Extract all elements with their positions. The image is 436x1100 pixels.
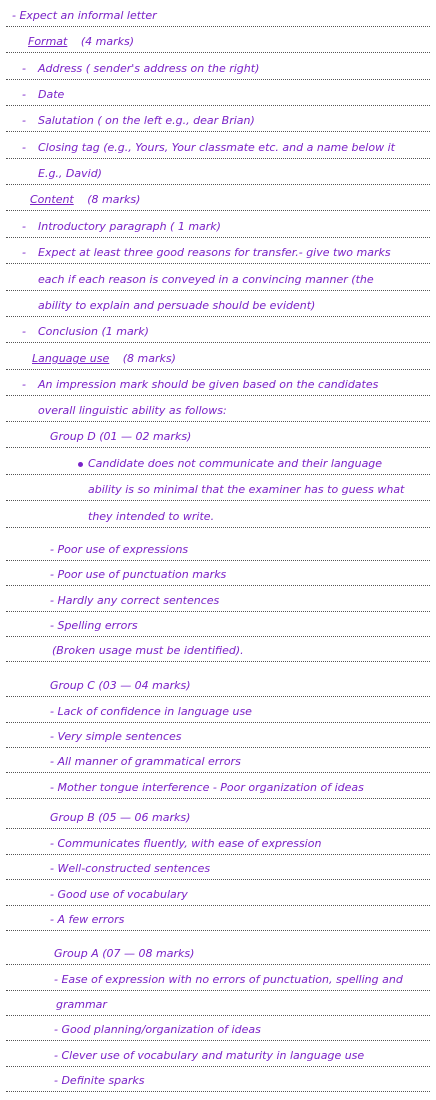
dash-icon: - [22, 325, 26, 338]
section-title: Content [30, 193, 74, 206]
list-item-impression-cont [6, 401, 430, 422]
dash-icon: - [22, 141, 26, 154]
text: - Good planning/organization of ideas [54, 1023, 261, 1036]
group-d-bullet-cont-2 [6, 507, 430, 528]
section-marks: (8 marks) [122, 352, 176, 365]
text: ability to explain and persuade should be evident) [38, 299, 316, 312]
group-a-item-4 [6, 1071, 430, 1092]
text: - Clever use of vocabulary and maturity in language use [54, 1049, 365, 1062]
dash-icon: - [22, 88, 26, 101]
text: - Expect an informal letter [12, 9, 157, 22]
text: (Broken usage must be identified). [52, 644, 244, 657]
group-b-item-3 [6, 885, 430, 906]
list-item-conclusion [6, 322, 430, 343]
group-b-item-2 [6, 859, 430, 880]
list-item-reasons-cont-2 [6, 296, 430, 317]
dash-icon: - [22, 246, 26, 259]
text: Expect at least three good reasons for transfer.- give two marks [38, 246, 391, 259]
text: - Poor use of expressions [50, 543, 189, 556]
text: - Lack of confidence in language use [50, 705, 252, 718]
dash-icon: - [22, 378, 26, 391]
list-item-intro [6, 217, 430, 238]
text: - Communicates fluently, with ease of expression [50, 837, 322, 850]
section-marks: (8 marks) [87, 193, 141, 206]
group-d-item-1 [6, 540, 430, 561]
text: - Hardly any correct sentences [50, 594, 220, 607]
text: - Good use of vocabulary [50, 888, 188, 901]
list-item-reasons [6, 243, 430, 264]
group-d-note [6, 641, 430, 662]
group-c-item-3 [6, 752, 430, 773]
text: Candidate does not communicate and their language [88, 457, 383, 470]
text: Group C (03 — 04 marks) [50, 679, 191, 692]
text: Group B (05 — 06 marks) [50, 811, 191, 824]
text: Date [38, 88, 65, 101]
list-item-date [6, 85, 430, 106]
text: - Well-constructed sentences [50, 862, 211, 875]
heading-language-use [6, 349, 430, 370]
list-item-salutation [6, 111, 430, 132]
text: Group D (01 — 02 marks) [50, 430, 192, 443]
text: - A few errors [50, 913, 125, 926]
heading-format [6, 32, 430, 53]
text: An impression mark should be given based on the candidates [38, 378, 379, 391]
text: Introductory paragraph ( 1 mark) [38, 220, 221, 233]
text: - Ease of expression with no errors of punctuation, spelling and [54, 973, 403, 986]
text: each if each reason is conveyed in a convincing manner (the [38, 273, 374, 286]
list-item-closing [6, 138, 430, 159]
group-d-item-2 [6, 565, 430, 586]
text: Salutation ( on the left e.g., dear Brian) [38, 114, 255, 127]
dash-icon: - [22, 62, 26, 75]
group-d-item-4 [6, 616, 430, 637]
text: - Very simple sentences [50, 730, 182, 743]
group-a-item-1-cont [6, 995, 430, 1016]
text: - Spelling errors [50, 619, 138, 632]
bullet-icon [78, 462, 83, 467]
group-b-item-1 [6, 834, 430, 855]
text: - All manner of grammatical errors [50, 755, 241, 768]
heading-content [6, 190, 430, 211]
group-c-heading [6, 676, 430, 697]
dash-icon: - [22, 220, 26, 233]
line-expect-letter [6, 6, 430, 27]
group-d-bullet-cont-1 [6, 480, 430, 501]
dash-icon: - [22, 114, 26, 127]
group-d-bullet [6, 454, 430, 475]
list-item-address [6, 59, 430, 80]
text: Group A (07 — 08 marks) [54, 947, 195, 960]
group-d-item-3 [6, 591, 430, 612]
section-title: Language use [32, 352, 110, 365]
group-a-item-3 [6, 1046, 430, 1067]
text: overall linguistic ability as follows: [38, 404, 227, 417]
group-a-item-2 [6, 1020, 430, 1041]
text: ability is so minimal that the examiner has to guess what [88, 483, 405, 496]
text: - Mother tongue interference - Poor organization of ideas [50, 781, 364, 794]
text: - Definite sparks [54, 1074, 145, 1087]
group-b-heading [6, 808, 430, 829]
group-c-item-4 [6, 778, 430, 799]
text: - Poor use of punctuation marks [50, 568, 227, 581]
list-item-reasons-cont-1 [6, 270, 430, 291]
group-d-heading [6, 427, 430, 448]
text: Address ( sender's address on the right) [38, 62, 260, 75]
group-c-item-1 [6, 702, 430, 723]
section-title: Format [28, 35, 68, 48]
text: Conclusion (1 mark) [38, 325, 149, 338]
group-a-heading [6, 944, 430, 965]
text: they intended to write. [88, 510, 215, 523]
section-marks: (4 marks) [80, 35, 135, 48]
group-c-item-2 [6, 727, 430, 748]
group-b-item-4 [6, 910, 430, 931]
text: grammar [56, 998, 107, 1011]
list-item-closing-cont [6, 164, 430, 185]
list-item-impression [6, 375, 430, 396]
text: Closing tag (e.g., Yours, Your classmate etc. and a name below it [38, 141, 395, 154]
group-a-item-1 [6, 970, 430, 991]
text: E.g., David) [38, 167, 102, 180]
